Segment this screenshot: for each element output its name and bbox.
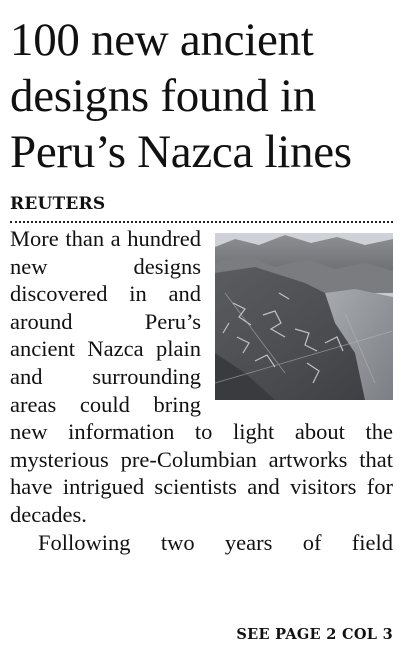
article-body-continuation: Following two years of field	[38, 529, 393, 555]
headline-line-1: 100 new ancient	[10, 14, 314, 66]
byline: REUTERS	[10, 194, 106, 214]
article-body: More than a hundred new designs discovered in and around Peru’s ancient Nazca plain and surrounding areas could bring new information to light about the mysterious pre-Columbian artworks that have intrigued scientists and visitors for decades.	[10, 226, 393, 527]
headline-line-3: Peru’s Nazca lines	[10, 126, 352, 178]
article-photo	[215, 233, 393, 400]
nazca-landscape-image	[215, 233, 393, 400]
news-article	[10, 12, 393, 556]
headline	[10, 12, 393, 180]
headline-line-2: designs found in	[10, 70, 316, 122]
jump-reference: SEE PAGE 2 COL 3	[236, 626, 393, 643]
